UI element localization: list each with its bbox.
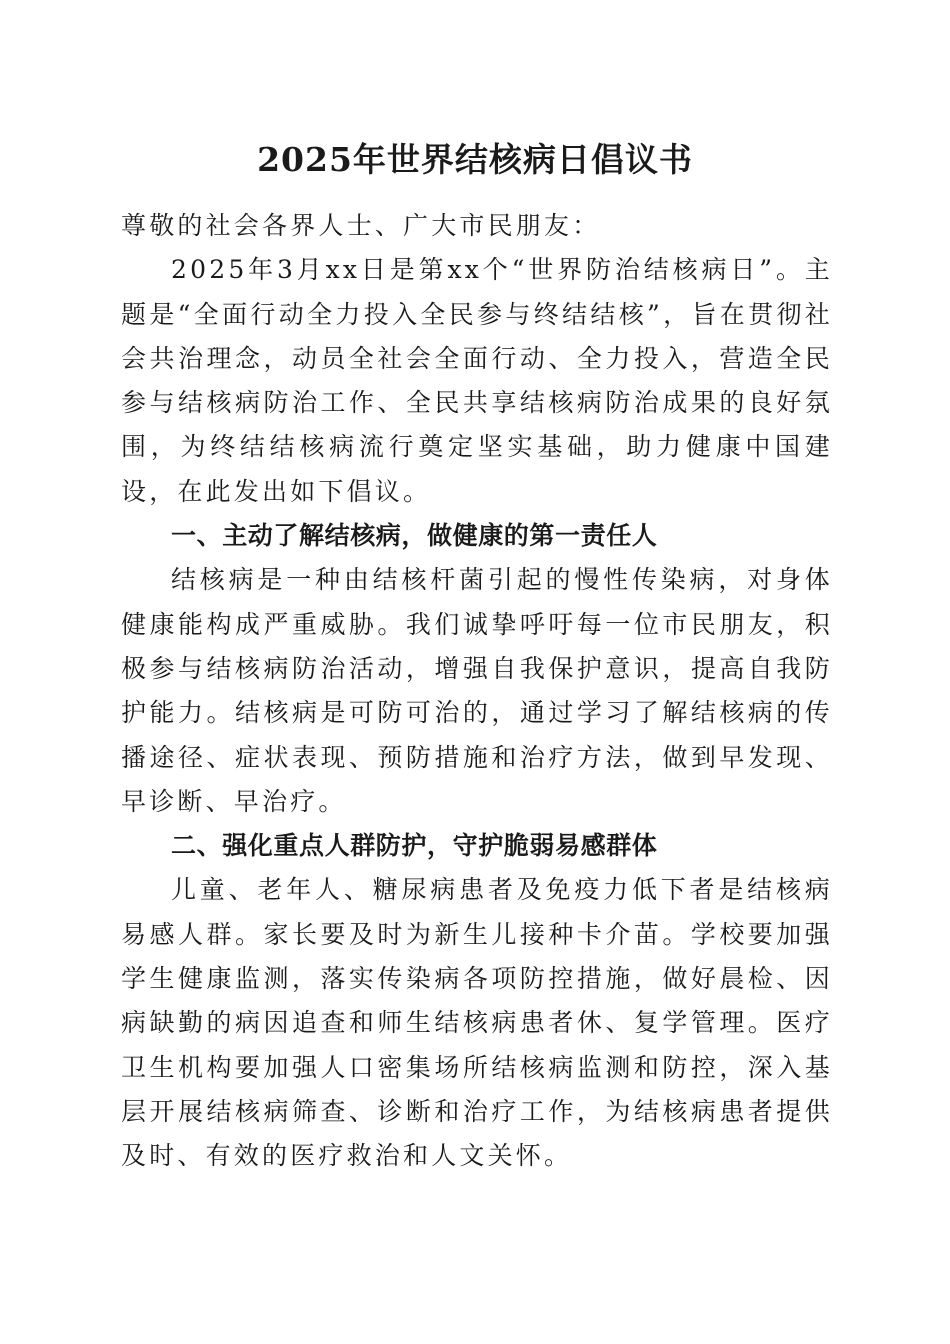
section-heading-1: 一、主动了解结核病，做健康的第一责任人 [171, 521, 658, 551]
intro-paragraph: 2025年3月xx日是第xx个“世界防治结核病日”。主题是“全面行动全力投入全民参与终结结核”，旨在贯彻社会共治理念，动员全社会全面行动、全力投入，营造全民参与结核病防治工作、全民共享结核病防治成果的良好氛围，为终结结核病流行奠定坚实基础，助力健康中国建设，在此发出如下倡议。 [121, 255, 833, 506]
salutation: 尊敬的社会各界人士、广大市民朋友： [121, 211, 601, 240]
section-heading-2: 二、强化重点人群防护，守护脆弱易感群体 [171, 831, 658, 861]
section-paragraph-1: 结核病是一种由结核杆菌引起的慢性传染病，对身体健康能构成严重威胁。我们诚挚呼吁每一位市民朋友，积极参与结核病防治活动，增强自我保护意识，提高自我防护能力。结核病是可防可治的，通过学习了解结核病的传播途径、症状表现、预防措施和治疗方法，做到早发现、早诊断、早治疗。 [121, 565, 833, 816]
section-paragraph-2: 儿童、老年人、糖尿病患者及免疫力低下者是结核病易感人群。家长要及时为新生儿接种卡介苗。学校要加强学生健康监测，落实传染病各项防控措施，做好晨检、因病缺勤的病因追查和师生结核病患者休、复学管理。医疗卫生机构要加强人口密集场所结核病监测和防控，深入基层开展结核病筛查、诊断和治疗工作，为结核病患者提供及时、有效的医疗救治和人文关怀。 [121, 875, 833, 1171]
document-body [121, 204, 833, 1179]
document-title: 2025年世界结核病日倡议书 [257, 140, 693, 179]
